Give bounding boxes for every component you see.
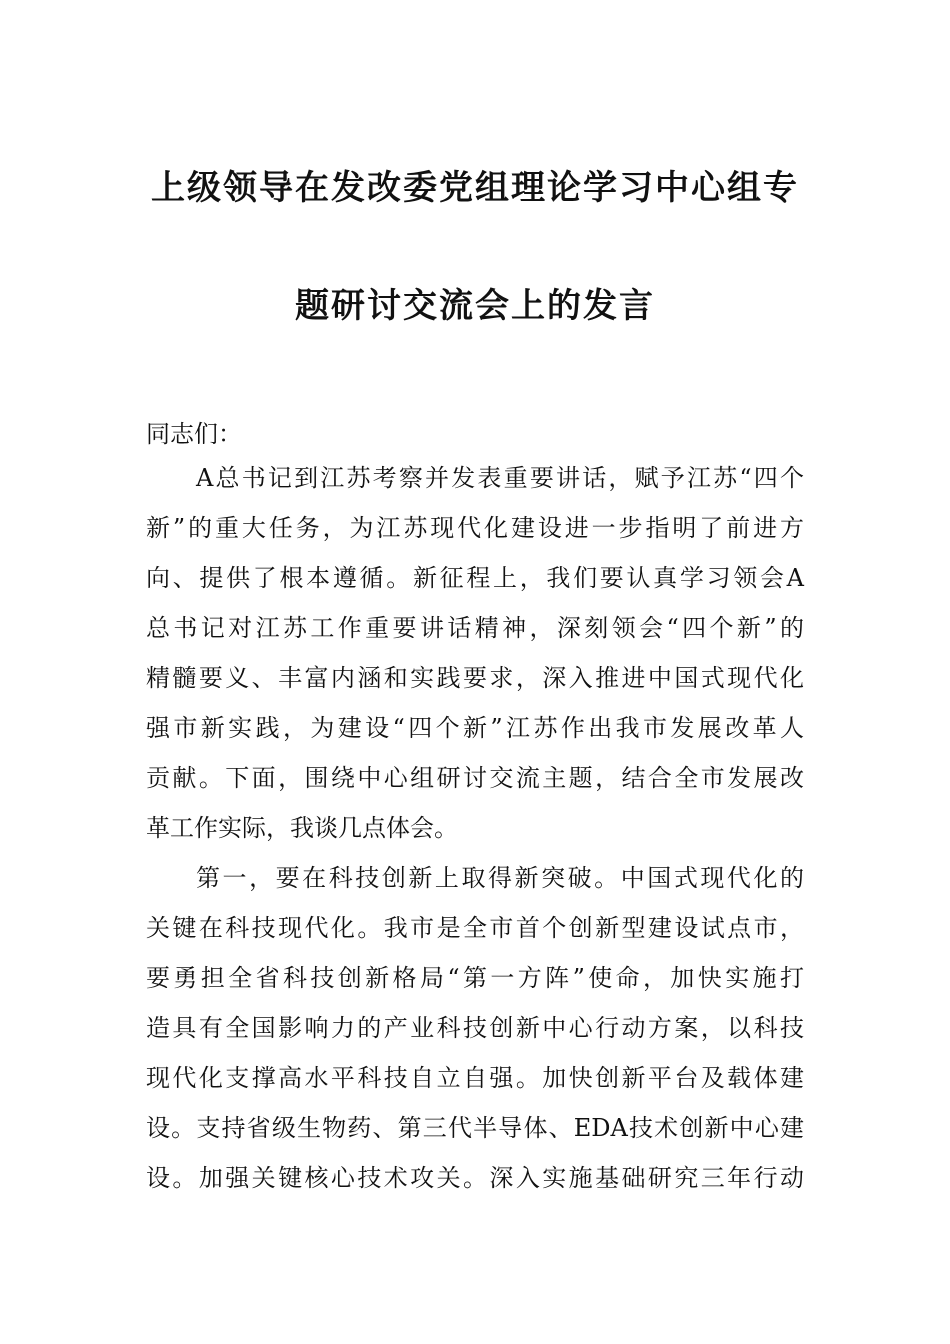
paragraph-2-line: 关键在科技现代化。我市是全市首个创新型建设试点市， [146, 914, 804, 942]
paragraph-2-line: 第一，要在科技创新上取得新突破。中国式现代化的 [196, 864, 804, 892]
salutation: 同志们： [146, 420, 242, 448]
paragraph-1-line: 总书记对江苏工作重要讲话精神，深刻领会“四个新”的 [146, 614, 804, 642]
document-title-line-2: 题研讨交流会上的发言 [295, 286, 655, 326]
paragraph-2-line: 设。加强关键核心技术攻关。深入实施基础研究三年行动 [146, 1164, 804, 1192]
paragraph-2-line: 要勇担全省科技创新格局“第一方阵”使命，加快实施打 [146, 964, 804, 992]
paragraph-1-line: 贡献。下面，围绕中心组研讨交流主题，结合全市发展改 [146, 764, 804, 792]
paragraph-1-line: 精髓要义、丰富内涵和实践要求，深入推进中国式现代化 [146, 664, 804, 692]
paragraph-2-line: 现代化支撑高水平科技自立自强。加快创新平台及载体建 [146, 1064, 804, 1092]
paragraph-2-line: 设。支持省级生物药、第三代半导体、EDA技术创新中心建 [146, 1114, 804, 1142]
paragraph-1-line: 新”的重大任务，为江苏现代化建设进一步指明了前进方 [146, 514, 804, 542]
document-title-line-1: 上级领导在发改委党组理论学习中心组专 [151, 168, 799, 208]
paragraph-2-line: 造具有全国影响力的产业科技创新中心行动方案，以科技 [146, 1014, 804, 1042]
paragraph-1-line: 强市新实践，为建设“四个新”江苏作出我市发展改革人 [146, 714, 804, 742]
paragraph-1-line: 向、提供了根本遵循。新征程上，我们要认真学习领会A [146, 564, 804, 592]
paragraph-1-line: 革工作实际，我谈几点体会。 [146, 814, 458, 842]
paragraph-1-line: A总书记到江苏考察并发表重要讲话，赋予江苏“四个 [196, 464, 804, 492]
